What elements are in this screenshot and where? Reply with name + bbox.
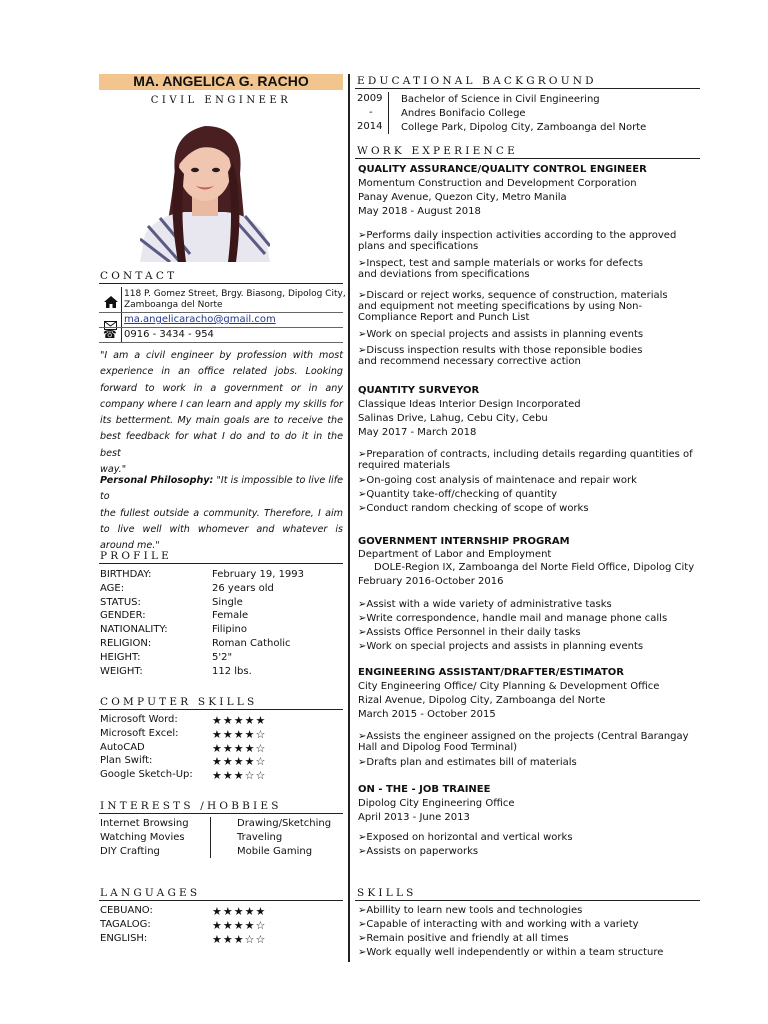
profile-table <box>100 569 343 681</box>
duty-text: Discuss inspection results with those reponsible bodies and recommend necessary corrective action <box>358 345 643 367</box>
job-position: QUALITY ASSURANCE/QUALITY CONTROL ENGINEER <box>358 164 647 175</box>
duty-text: Assist with a wide variety of administrative tasks <box>366 599 612 610</box>
education-details <box>401 93 646 135</box>
education-year-dash: - <box>369 107 373 118</box>
work-divider <box>355 158 700 159</box>
profile-label: WEIGHT: <box>100 665 143 677</box>
profile-label: STATUS: <box>100 596 141 608</box>
skills-list <box>358 905 703 961</box>
objective-line: experience in an office related jobs. Looking <box>100 366 343 378</box>
star-rating-icon: ★★★★☆ <box>212 755 267 769</box>
contact-section-title: CONTACT <box>100 270 178 282</box>
duty-text: Assists Office Personnel in their daily tasks <box>366 627 581 638</box>
profile-value: Single <box>212 596 243 608</box>
objective-line: "I am a civil engineer by profession with most <box>100 350 343 361</box>
profile-label: NATIONALITY: <box>100 624 168 636</box>
computer-skills-section-title: COMPUTER SKILLS <box>100 696 258 708</box>
contact-address-line2: Zamboanga del Norte <box>124 300 223 310</box>
objective-line: best feedback for what I do and to do it in the best <box>100 431 343 459</box>
job-company: Classique Ideas Interior Design Incorporated <box>358 399 581 410</box>
skill-label: Plan Swift: <box>100 755 153 767</box>
bullet-arrow-icon: ➢ <box>358 846 367 857</box>
work-section-title: WORK EXPERIENCE <box>357 145 518 157</box>
duty-text: Assists on paperworks <box>366 846 479 857</box>
duty-text: Performs daily inspection activities according to the approved plans and specifications <box>358 230 677 252</box>
objective-line: its betterment. My main goals are to receive the <box>100 415 343 427</box>
philosophy-line: "It is impossible to live life to <box>100 475 344 503</box>
duty-item <box>358 731 703 753</box>
bullet-arrow-icon: ➢ <box>358 345 367 356</box>
interests-right-list <box>237 817 331 859</box>
language-label: CEBUANO: <box>100 905 153 916</box>
phone-icon: ☎ <box>103 328 117 341</box>
contact-email-link[interactable]: ma.angelicaracho@gmail.com <box>124 314 276 325</box>
bullet-arrow-icon: ➢ <box>358 627 367 638</box>
bullet-arrow-icon: ➢ <box>358 919 367 930</box>
job-position: ON - THE - JOB TRAINEE <box>358 784 491 795</box>
duty-text: Conduct random checking of scope of works <box>366 503 589 514</box>
profile-row <box>100 651 233 663</box>
duty-item <box>358 503 703 514</box>
profile-value: 112 lbs. <box>212 665 252 677</box>
skill-text: Work equally well independently or within a team structure <box>366 947 664 958</box>
interests-section-title: INTERESTS /HOBBIES <box>100 800 282 812</box>
language-label: ENGLISH: <box>100 932 148 944</box>
skill-text: Remain positive and friendly at all times <box>366 933 569 944</box>
skill-item <box>358 947 663 958</box>
profile-value: February 19, 1993 <box>212 569 305 580</box>
skill-text: Abillity to learn new tools and technologies <box>366 905 583 916</box>
profile-row <box>100 569 305 580</box>
bullet-arrow-icon: ➢ <box>358 947 367 958</box>
star-rating-icon: ★★★☆☆ <box>212 932 267 946</box>
skill-item <box>358 933 569 944</box>
philosophy-label: Personal Philosophy: <box>100 475 214 486</box>
skill-text: Capable of interacting with and working with a variety <box>366 919 639 930</box>
bullet-arrow-icon: ➢ <box>358 258 367 269</box>
bullet-arrow-icon: ➢ <box>358 230 367 241</box>
duty-text: Write correspondence, handle mail and manage phone calls <box>366 613 668 624</box>
languages-section-title: LANGUAGES <box>100 887 201 899</box>
duty-item <box>358 489 703 500</box>
duty-item <box>358 641 703 652</box>
contact-address-line1: 118 P. Gomez Street, Brgy. Biasong, Dipolog City, <box>124 289 346 299</box>
job-company: Department of Labor and Employment <box>358 549 552 560</box>
job-address: Panay Avenue, Quezon City, Metro Manila <box>358 192 567 203</box>
profile-row <box>100 596 243 608</box>
bullet-arrow-icon: ➢ <box>358 933 367 944</box>
profile-label: AGE: <box>100 582 125 594</box>
profile-label: GENDER: <box>100 610 146 622</box>
education-year-start: 2009 <box>357 93 383 104</box>
contact-divider <box>99 283 343 284</box>
job-entry <box>358 536 703 652</box>
contact-icon-divider <box>121 287 122 343</box>
duty-text: On-going cost analysis of maintenace and repair work <box>366 475 637 486</box>
duty-text: Quantity take-off/checking of quantity <box>366 489 558 500</box>
skill-label: Microsoft Excel: <box>100 727 179 739</box>
job-address: DOLE-Region IX, Zamboanga del Norte Field Office, Dipolog City <box>374 562 695 573</box>
profile-label: RELIGION: <box>100 638 152 649</box>
skill-row <box>100 727 267 741</box>
education-school: Andres Bonifacio College <box>401 108 526 119</box>
bullet-arrow-icon: ➢ <box>358 290 367 301</box>
duty-text: Work on special projects and assists in planning events <box>366 329 644 340</box>
skill-label: Google Sketch-Up: <box>100 769 193 781</box>
profile-value: 5'2" <box>212 651 233 663</box>
profile-label: HEIGHT: <box>100 651 141 663</box>
duty-text: Work on special projects and assists in planning events <box>366 641 644 652</box>
duty-text: Assists the engineer assigned on the projects (Central Barangay Hall and Dipolog Food Terminal) <box>358 731 689 753</box>
skill-row <box>100 769 267 783</box>
star-rating-icon: ★★★★☆ <box>212 741 267 755</box>
language-row <box>100 918 267 932</box>
home-icon <box>104 293 118 305</box>
skill-label: AutoCAD <box>100 741 145 753</box>
job-position: ENGINEERING ASSISTANT/DRAFTER/ESTIMATOR <box>358 667 624 678</box>
bullet-arrow-icon: ➢ <box>358 475 367 486</box>
job-entry <box>358 784 703 860</box>
education-degree: Bachelor of Science in Civil Engineering <box>401 94 600 105</box>
duty-item <box>358 832 703 843</box>
bullet-arrow-icon: ➢ <box>358 503 367 514</box>
languages-divider <box>99 900 343 901</box>
contact-row-divider <box>99 342 343 343</box>
bullet-arrow-icon: ➢ <box>358 613 367 624</box>
education-section-title: EDUCATIONAL BACKGROUND <box>357 75 597 87</box>
profile-row <box>100 582 274 594</box>
skill-label: Microsoft Word: <box>100 714 178 725</box>
education-divider <box>355 88 700 89</box>
bullet-arrow-icon: ➢ <box>358 449 367 460</box>
skill-item <box>358 919 639 930</box>
duty-item <box>358 599 703 610</box>
job-company: Momentum Construction and Development Corporation <box>358 178 637 189</box>
profile-label: BIRTHDAY: <box>100 569 152 580</box>
bullet-arrow-icon: ➢ <box>358 329 367 340</box>
column-separator <box>348 74 350 962</box>
interest-item: Drawing/Sketching <box>237 818 332 829</box>
duty-text: Discard or reject works, sequence of construction, materials and equipment not meeting specifications by using Non-Compliance Report and Punch List <box>358 290 668 323</box>
job-company: City Engineering Office/ City Planning & Development Office <box>358 681 660 692</box>
profile-value: Roman Catholic <box>212 638 291 649</box>
profile-value: Female <box>212 610 249 622</box>
duty-item <box>358 329 703 340</box>
bullet-arrow-icon: ➢ <box>358 641 367 652</box>
bullet-arrow-icon: ➢ <box>358 832 367 843</box>
skills-divider <box>355 900 700 901</box>
job-dates: May 2017 - March 2018 <box>358 427 477 438</box>
objective-line: company where I can learn and apply my skills for <box>100 398 343 410</box>
job-address: Salinas Drive, Lahug, Cebu City, Cebu <box>358 413 548 424</box>
bullet-arrow-icon: ➢ <box>358 731 367 742</box>
job-position: GOVERNMENT INTERNSHIP PROGRAM <box>358 536 570 547</box>
duty-text: Exposed on horizontal and vertical works <box>366 832 573 843</box>
job-dates: March 2015 - October 2015 <box>358 709 496 720</box>
interests-divider <box>99 813 343 814</box>
job-entry <box>358 667 703 771</box>
interest-item: DIY Crafting <box>100 846 160 857</box>
skills-section-title: SKILLS <box>357 887 417 899</box>
computer-skills-divider <box>99 709 343 710</box>
language-row <box>100 932 267 946</box>
applicant-name: MA. ANGELICA G. RACHO <box>133 73 309 89</box>
job-dates: February 2016-October 2016 <box>358 576 504 587</box>
profile-value: 26 years old <box>212 582 274 594</box>
envelope-icon <box>104 315 117 324</box>
profile-divider <box>99 563 343 564</box>
duty-text: Preparation of contracts, including details regarding quantities of required materials <box>358 449 693 471</box>
duty-item <box>358 258 658 280</box>
job-dates: May 2018 - August 2018 <box>358 206 481 217</box>
skill-row <box>100 741 267 755</box>
bullet-arrow-icon: ➢ <box>358 905 367 916</box>
interest-item: Mobile Gaming <box>237 846 313 857</box>
objective-line: way." <box>100 464 127 476</box>
profile-row <box>100 624 247 636</box>
career-objective <box>100 348 343 478</box>
objective-line: forward to work in a government or in any <box>100 382 343 394</box>
duty-item <box>358 230 703 252</box>
language-label: TAGALOG: <box>100 918 151 930</box>
bullet-arrow-icon: ➢ <box>358 489 367 500</box>
interests-left-list <box>100 817 189 859</box>
duty-item <box>358 449 693 471</box>
job-entry <box>358 164 703 369</box>
language-row <box>100 905 267 918</box>
duty-item <box>358 345 663 367</box>
profile-row <box>100 610 249 622</box>
profile-value: Filipino <box>212 624 247 636</box>
contact-phone: 0916 - 3434 - 954 <box>124 329 214 340</box>
education-year-end: 2014 <box>357 121 383 132</box>
star-rating-icon: ★★★★★ <box>212 714 267 727</box>
personal-philosophy <box>100 473 343 554</box>
profile-photo <box>140 114 270 262</box>
education-year-divider <box>388 92 389 134</box>
duty-item <box>358 475 703 486</box>
interest-item: Watching Movies <box>100 832 185 843</box>
skill-row <box>100 714 267 727</box>
duty-item <box>358 627 703 638</box>
duty-item <box>358 290 683 323</box>
bullet-arrow-icon: ➢ <box>358 599 367 610</box>
duty-item <box>358 757 703 768</box>
skill-row <box>100 755 267 769</box>
star-rating-icon: ★★★☆☆ <box>212 769 267 783</box>
profile-row <box>100 665 252 677</box>
duty-item <box>358 613 703 624</box>
job-address: Rizal Avenue, Dipolog City, Zamboanga del Norte <box>358 695 606 706</box>
interests-column-divider <box>210 817 211 858</box>
star-rating-icon: ★★★★★ <box>212 905 267 918</box>
duty-text: Inspect, test and sample materials or works for defects and deviations from specifications <box>358 258 643 280</box>
education-location: College Park, Dipolog City, Zamboanga del Norte <box>401 122 647 133</box>
interest-item: Traveling <box>237 832 283 843</box>
skill-item <box>358 905 582 916</box>
duty-item <box>358 846 703 857</box>
bullet-arrow-icon: ➢ <box>358 757 367 768</box>
profile-section-title: PROFILE <box>100 550 173 562</box>
computer-skills-table <box>100 714 343 784</box>
job-title: CIVIL ENGINEER <box>150 95 292 106</box>
star-rating-icon: ★★★★☆ <box>212 918 267 932</box>
job-company: Dipolog City Engineering Office <box>358 798 515 809</box>
job-dates: April 2013 - June 2013 <box>358 812 470 823</box>
job-entry <box>358 385 703 517</box>
interest-item: Internet Browsing <box>100 818 189 829</box>
contact-row-divider <box>99 312 343 313</box>
star-rating-icon: ★★★★☆ <box>212 727 267 741</box>
philosophy-line: to live well with whomever and whatever is <box>100 523 343 535</box>
philosophy-line: the fullest outside a community. Therefore, I aim <box>100 507 343 519</box>
profile-row <box>100 638 291 649</box>
languages-table <box>100 905 343 947</box>
job-position: QUANTITY SURVEYOR <box>358 385 480 396</box>
philosophy-line: around me." <box>100 540 160 552</box>
contact-row-divider <box>99 327 343 328</box>
duty-text: Drafts plan and estimates bill of materials <box>366 757 577 768</box>
